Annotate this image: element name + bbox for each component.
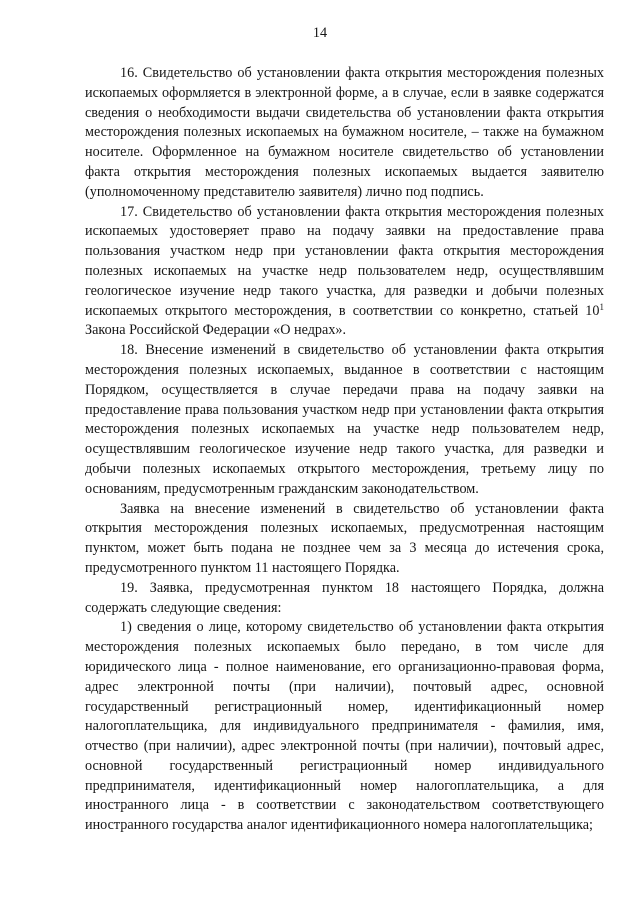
text-line: месторождения полезных ископаемых на бумажном носителе, – также на бумажном bbox=[85, 124, 604, 141]
text-line: 19. Заявка, предусмотренная пунктом 18 настоящего Порядка, должна bbox=[120, 579, 604, 596]
text-line: предоставление права пользования участком недр при установлении факта открытия bbox=[85, 401, 604, 418]
document-body bbox=[85, 64, 604, 836]
text-line: юридического лица - полное наименование, его организационно-правовая форма, bbox=[85, 658, 604, 675]
text-line: Заявка на внесение изменений в свидетельство об установлении факта bbox=[120, 500, 604, 517]
text-line: полезных ископаемых на участке недр пользователем недр, осуществлявшим bbox=[85, 262, 604, 279]
text-line: месторождения полезных ископаемых было передано, в том числе для bbox=[85, 639, 604, 656]
text-line: 16. Свидетельство об установлении факта открытия месторождения полезных bbox=[120, 65, 604, 81]
text-line: ископаемых оформляется в электронной форме, а в случае, если в заявке содержатся bbox=[85, 84, 604, 101]
clause-18-application-note bbox=[85, 500, 604, 579]
text-line: факта открытия месторождения полезных ископаемых выдается заявителю bbox=[85, 163, 604, 180]
text-line: осуществлявшим геологическое изучение недр такого участка, для разведки и bbox=[85, 441, 604, 458]
text-line: носителе. Оформленное на бумажном носителе свидетельство об установлении bbox=[85, 144, 604, 161]
text-line: месторождения полезных ископаемых, выданное в соответствии с настоящим bbox=[85, 361, 604, 378]
text-line: пользования участком недр при установлении факта открытия месторождения bbox=[85, 243, 604, 260]
text-line: добычи полезных ископаемых открытого месторождения, третьему лицу по bbox=[85, 460, 604, 477]
text-line: предпринимателя, идентификационный номер налогоплательщика, а для bbox=[85, 777, 604, 794]
text-line: иностранного государства аналог идентификационного номера налогоплательщика; bbox=[85, 817, 593, 834]
page-number: 14 bbox=[312, 25, 328, 41]
text-line: месторождения полезных ископаемых на участке недр пользователем недр, bbox=[85, 421, 604, 438]
text-line: предусмотренного пунктом 11 настоящего Порядка. bbox=[85, 559, 400, 576]
text-line: основной государственный регистрационный номер индивидуального bbox=[85, 757, 604, 774]
text-line-content: ископаемых открытого месторождения, в соответствии со конкретно, статьей 10 bbox=[85, 302, 600, 319]
clause-19-item-1 bbox=[85, 618, 604, 836]
text-line: (уполномоченному представителю заявителя) лично под подпись. bbox=[85, 183, 484, 200]
text-line: Порядком, осуществляется в случае передачи права на подачу заявки на bbox=[85, 381, 604, 398]
text-line: открытия месторождения полезных ископаемых, предусмотренная настоящим bbox=[85, 520, 604, 537]
text-line: 17. Свидетельство об установлении факта открытия месторождения полезных bbox=[120, 203, 604, 220]
text-line: основаниям, предусмотренным гражданским законодательством. bbox=[85, 480, 479, 497]
text-line: 18. Внесение изменений в свидетельство об установлении факта открытия bbox=[120, 342, 604, 359]
clause-17 bbox=[85, 203, 604, 342]
text-line: сведения о необходимости выдачи свидетельства об установлении факта открытия bbox=[85, 104, 604, 121]
text-line: отчество (при наличии), адрес электронной почты (при наличии), почтовый адрес, bbox=[85, 738, 604, 755]
text-line: государственный регистрационный номер, идентификационный номер bbox=[85, 698, 604, 715]
clause-16 bbox=[85, 64, 604, 203]
text-line: иностранного лица - в соответствии с законодательством соответствующего bbox=[85, 797, 604, 814]
article-superscript: 1 bbox=[599, 301, 604, 312]
text-line: налогоплательщика, для индивидуального предпринимателя - фамилия, имя, bbox=[85, 718, 604, 735]
text-line: пунктом, может быть подана не позднее чем за 3 месяца до истечения срока, bbox=[85, 540, 604, 557]
text-line: 1) сведения о лице, которому свидетельство об установлении факта открытия bbox=[120, 619, 604, 636]
clause-19 bbox=[85, 579, 604, 619]
text-line bbox=[85, 302, 604, 322]
text-line: геологическое изучение недр такого участка, для разведки и добычи полезных bbox=[85, 282, 604, 299]
clause-18 bbox=[85, 341, 604, 499]
text-line: Закона Российской Федерации «О недрах». bbox=[85, 322, 347, 339]
text-line: содержать следующие сведения: bbox=[85, 599, 282, 616]
text-line: адрес электронной почты (при наличии), почтовый адрес, основной bbox=[85, 678, 604, 695]
text-line: ископаемых удостоверяет право на подачу заявки на предоставление права bbox=[85, 223, 604, 240]
